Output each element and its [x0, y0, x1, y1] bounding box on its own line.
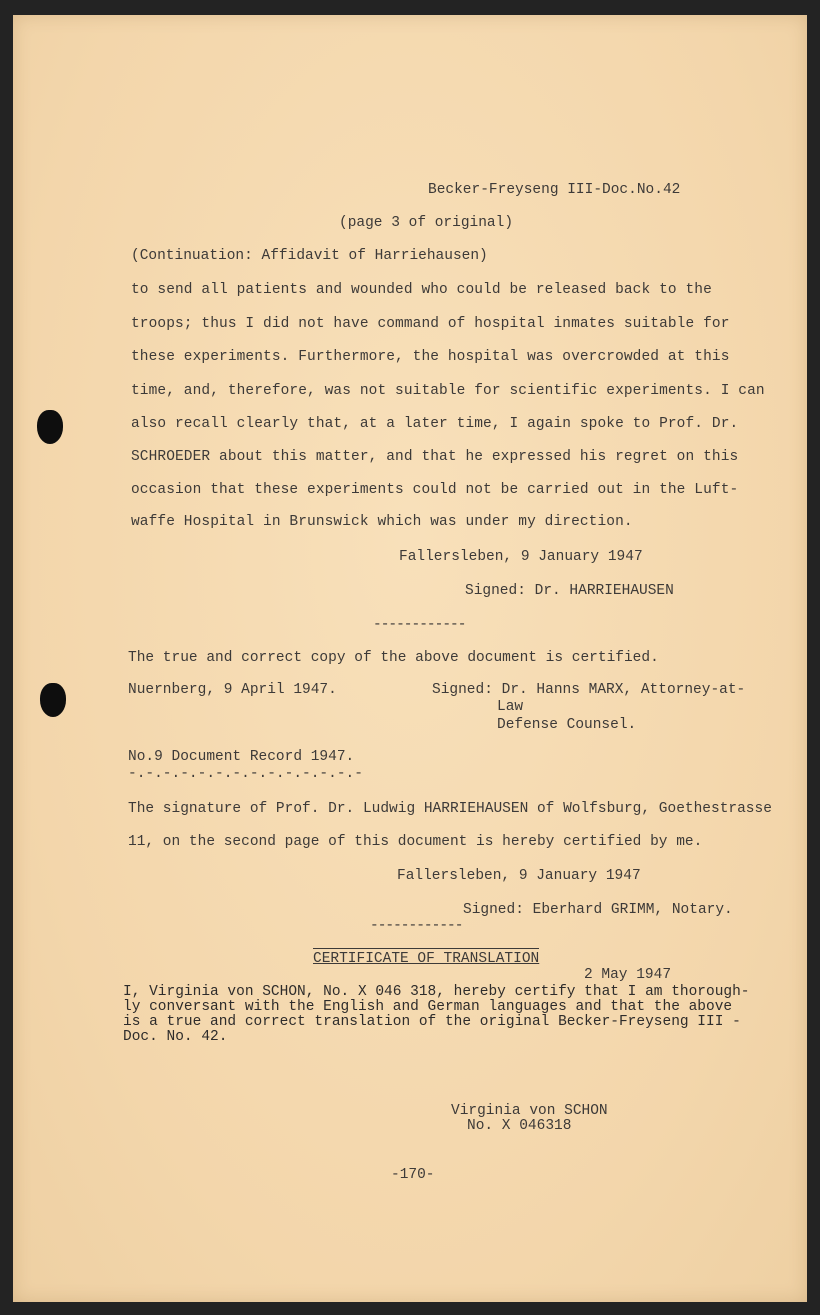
copy-signed-line: Defense Counsel. [497, 717, 637, 733]
translation-heading: CERTIFICATE OF TRANSLATION [313, 948, 539, 968]
copy-signed-line: Signed: Dr. Hanns MARX, Attorney-at- [432, 682, 746, 698]
body-line: also recall clearly that, at a later time, I again spoke to Prof. Dr. [131, 416, 739, 432]
copy-place-date: Nuernberg, 9 April 1947. [128, 682, 337, 698]
body-line: these experiments. Furthermore, the hospital was overcrowded at this [131, 349, 730, 365]
document-reference: Becker-Freyseng III-Doc.No.42 [428, 182, 681, 198]
notary-signed: Signed: Eberhard GRIMM, Notary. [463, 902, 733, 918]
affidavit-place-date: Fallersleben, 9 January 1947 [399, 549, 643, 565]
affidavit-signed: Signed: Dr. HARRIEHAUSEN [465, 583, 674, 599]
page-note: (page 3 of original) [339, 215, 514, 231]
copy-signed-line: Law [497, 699, 524, 715]
body-line: waffe Hospital in Brunswick which was under my direction. [131, 514, 633, 530]
body-line: SCHROEDER about this matter, and that he expressed his regret on this [131, 449, 739, 465]
notary-line: 11, on the second page of this document is hereby certified by me. [128, 834, 703, 850]
body-line: troops; thus I did not have command of hospital inmates suitable for [131, 316, 730, 332]
punch-hole-upper [37, 410, 63, 444]
punch-hole-lower [40, 683, 66, 717]
body-line: to send all patients and wounded who could be released back to the [131, 282, 712, 298]
translator-name: Virginia von SCHON [451, 1103, 608, 1119]
translation-line: Doc. No. 42. [123, 1029, 228, 1045]
translation-line: is a true and correct translation of the original Becker-Freyseng III - [123, 1014, 741, 1030]
notary-place-date: Fallersleben, 9 January 1947 [397, 868, 641, 884]
notary-line: The signature of Prof. Dr. Ludwig HARRIEHAUSEN of Wolfsburg, Goethestrasse [128, 801, 772, 817]
copy-certified-statement: The true and correct copy of the above document is certified. [128, 650, 659, 666]
translation-date: 2 May 1947 [584, 967, 672, 983]
document-page [13, 15, 807, 1302]
body-line: time, and, therefore, was not suitable for scientific experiments. I can [131, 383, 765, 399]
separator-line: ------------ [373, 617, 466, 633]
page-number: -170- [391, 1167, 435, 1183]
separator-line: ------------ [370, 918, 463, 934]
translation-line: ly conversant with the English and German languages and that the above [123, 999, 733, 1015]
continuation-heading: (Continuation: Affidavit of Harriehausen) [131, 248, 488, 264]
body-line: occasion that these experiments could not be carried out in the Luft- [131, 482, 739, 498]
translation-line: I, Virginia von SCHON, No. X 046 318, hereby certify that I am thorough- [123, 984, 750, 1000]
translator-number: No. X 046318 [467, 1118, 572, 1134]
document-record-dots: -.-.-.-.-.-.-.-.-.-.-.-.-.- [128, 766, 363, 782]
document-record-label: No.9 Document Record 1947. [128, 749, 355, 765]
